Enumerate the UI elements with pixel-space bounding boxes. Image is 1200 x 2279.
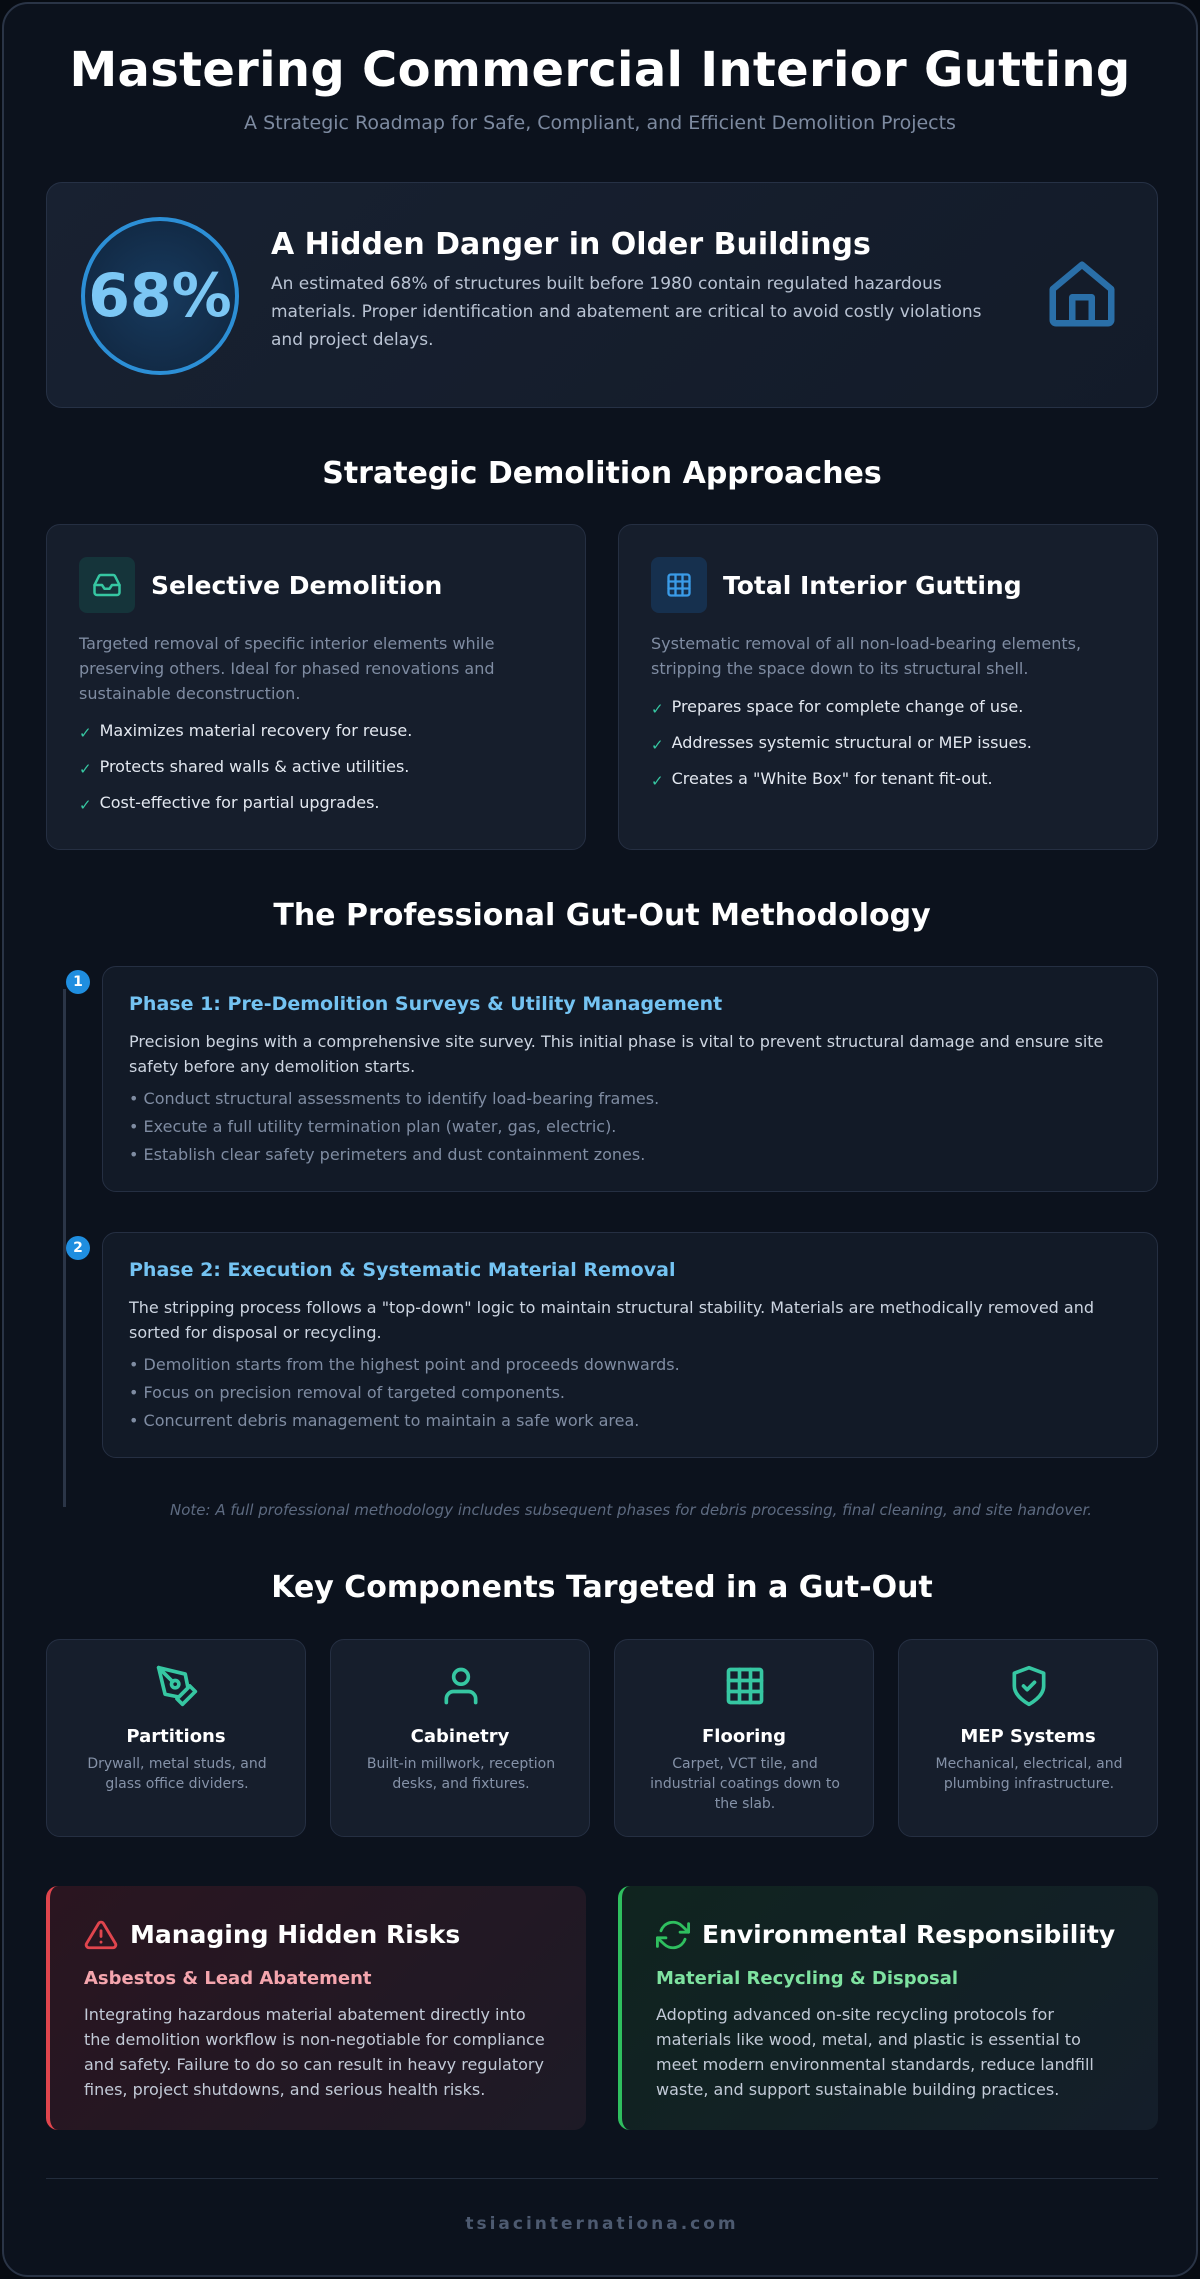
grid-icon (723, 1664, 767, 1708)
methodology-section-title: The Professional Gut-Out Methodology (273, 898, 931, 933)
hidden-risks-panel (46, 1886, 586, 2130)
component-description: Built-in millwork, reception desks, and fixtures. (366, 1756, 556, 1792)
list-item: ✓ Protects shared walls & active utilities. (79, 757, 410, 778)
list-item: ✓ Prepares space for complete change of use. (651, 697, 1024, 718)
check-icon: ✓ (651, 700, 664, 718)
total-gutting-card (618, 524, 1158, 850)
component-description: Carpet, VCT tile, and industrial coatings down to the slab. (650, 1756, 840, 1812)
inbox-icon-box (79, 557, 135, 613)
check-icon: ✓ (79, 796, 92, 814)
environment-panel (618, 1886, 1158, 2130)
benefit-list (79, 721, 559, 829)
list-item: ✓ Cost-effective for partial upgrades. (79, 793, 380, 814)
component-title: Flooring (702, 1726, 786, 1747)
list-item: • Establish clear safety perimeters and dust containment zones. (129, 1145, 646, 1164)
list-item: ✓ Addresses systemic structural or MEP issues. (651, 733, 1032, 754)
phase-number-badge: 2 (66, 1236, 90, 1260)
phase-card (102, 1232, 1158, 1458)
list-item: ✓ Maximizes material recovery for reuse. (79, 721, 413, 742)
inbox-icon (92, 570, 122, 600)
hero-description: An estimated 68% of structures built before 1980 contain regulated hazardous materials. Proper identification and abatement are critical to avoid costly violations and project delays. (271, 274, 982, 350)
component-card-cabinetry (330, 1639, 590, 1837)
stat-value: 68% (88, 261, 232, 331)
phase-description: Precision begins with a comprehensive site survey. This initial phase is vital to prevent structural damage and ensure site safety before any demolition starts. (129, 1032, 1104, 1076)
card-description: Systematic removal of all non-load-bearing elements, stripping the space down to its structural shell. (651, 634, 1082, 678)
phase-steps (129, 1355, 680, 1439)
page-header (4, 4, 1196, 134)
methodology-note: Note: A full professional methodology includes subsequent phases for debris processing, final cleaning, and site handover. (169, 1501, 1093, 1519)
risk-title: Managing Hidden Risks (130, 1920, 461, 1949)
component-card-mep (898, 1639, 1158, 1837)
phase-number-badge: 1 (66, 970, 90, 994)
component-card-partitions (46, 1639, 306, 1837)
hero-card (46, 182, 1158, 408)
component-description: Drywall, metal studs, and glass office dividers. (87, 1756, 267, 1792)
risk-subtitle: Material Recycling & Disposal (656, 1968, 959, 1989)
list-item: • Conduct structural assessments to identify load-bearing frames. (129, 1089, 660, 1108)
recycle-icon (656, 1918, 690, 1952)
phase-description: The stripping process follows a "top-down" logic to maintain structural stability. Materials are methodically removed and sorted for disposal or recycling. (129, 1298, 1095, 1342)
component-title: Cabinetry (410, 1726, 510, 1747)
check-icon: ✓ (79, 760, 92, 778)
check-icon: ✓ (651, 736, 664, 754)
risk-title: Environmental Responsibility (702, 1920, 1116, 1949)
page-subtitle: A Strategic Roadmap for Safe, Compliant, and Efficient Demolition Projects (244, 112, 956, 134)
hero-title: A Hidden Danger in Older Buildings (271, 227, 871, 262)
component-title: Partitions (126, 1726, 226, 1747)
component-title: MEP Systems (960, 1726, 1096, 1747)
hero-text (271, 227, 1011, 354)
list-item: • Concurrent debris management to maintain a safe work area. (129, 1411, 640, 1430)
pen-tool-icon (155, 1664, 199, 1708)
card-description: Targeted removal of specific interior elements while preserving others. Ideal for phased renovations and sustainable deconstruction. (79, 634, 495, 703)
check-icon: ✓ (651, 772, 664, 790)
list-item: • Focus on precision removal of targeted components. (129, 1383, 566, 1402)
risk-subtitle: Asbestos & Lead Abatement (84, 1968, 372, 1989)
page-frame (2, 2, 1198, 2277)
phase-card (102, 966, 1158, 1192)
benefit-list (651, 697, 1131, 805)
list-item: ✓ Creates a "White Box" for tenant fit-out. (651, 769, 993, 790)
warning-icon (84, 1918, 118, 1952)
risk-description: Adopting advanced on-site recycling protocols for materials like wood, metal, and plastic is essential to meet modern environmental standards, reduce landfill waste, and support sustainable building practices. (656, 2005, 1094, 2099)
user-icon (439, 1664, 483, 1708)
components-section-title: Key Components Targeted in a Gut-Out (271, 1570, 933, 1605)
list-item: • Execute a full utility termination plan (water, gas, electric). (129, 1117, 617, 1136)
risk-description: Integrating hazardous material abatement directly into the demolition workflow is non-negotiable for compliance and safety. Failure to do so can result in heavy regulatory fines, project shutdowns, and serious health risks. (84, 2005, 545, 2099)
card-title: Total Interior Gutting (723, 571, 1022, 600)
list-item: • Demolition starts from the highest point and proceeds downwards. (129, 1355, 680, 1374)
approaches-section-title: Strategic Demolition Approaches (322, 456, 882, 491)
card-title: Selective Demolition (151, 571, 443, 600)
phase-title: Phase 1: Pre-Demolition Surveys & Utility Management (129, 993, 723, 1015)
footer-divider (46, 2178, 1158, 2179)
stat-circle (81, 217, 239, 375)
selective-demolition-card (46, 524, 586, 850)
footer-domain: tsiacinternationa.com (465, 2214, 739, 2234)
house-icon (1043, 255, 1121, 333)
page-title: Mastering Commercial Interior Gutting (69, 42, 1131, 98)
grid-icon (665, 571, 693, 599)
phase-title: Phase 2: Execution & Systematic Material Removal (129, 1259, 676, 1281)
component-card-flooring (614, 1639, 874, 1837)
component-description: Mechanical, electrical, and plumbing infrastructure. (935, 1756, 1123, 1792)
check-icon: ✓ (79, 724, 92, 742)
grid-icon-box (651, 557, 707, 613)
phase-steps (129, 1089, 659, 1173)
shield-check-icon (1007, 1664, 1051, 1708)
